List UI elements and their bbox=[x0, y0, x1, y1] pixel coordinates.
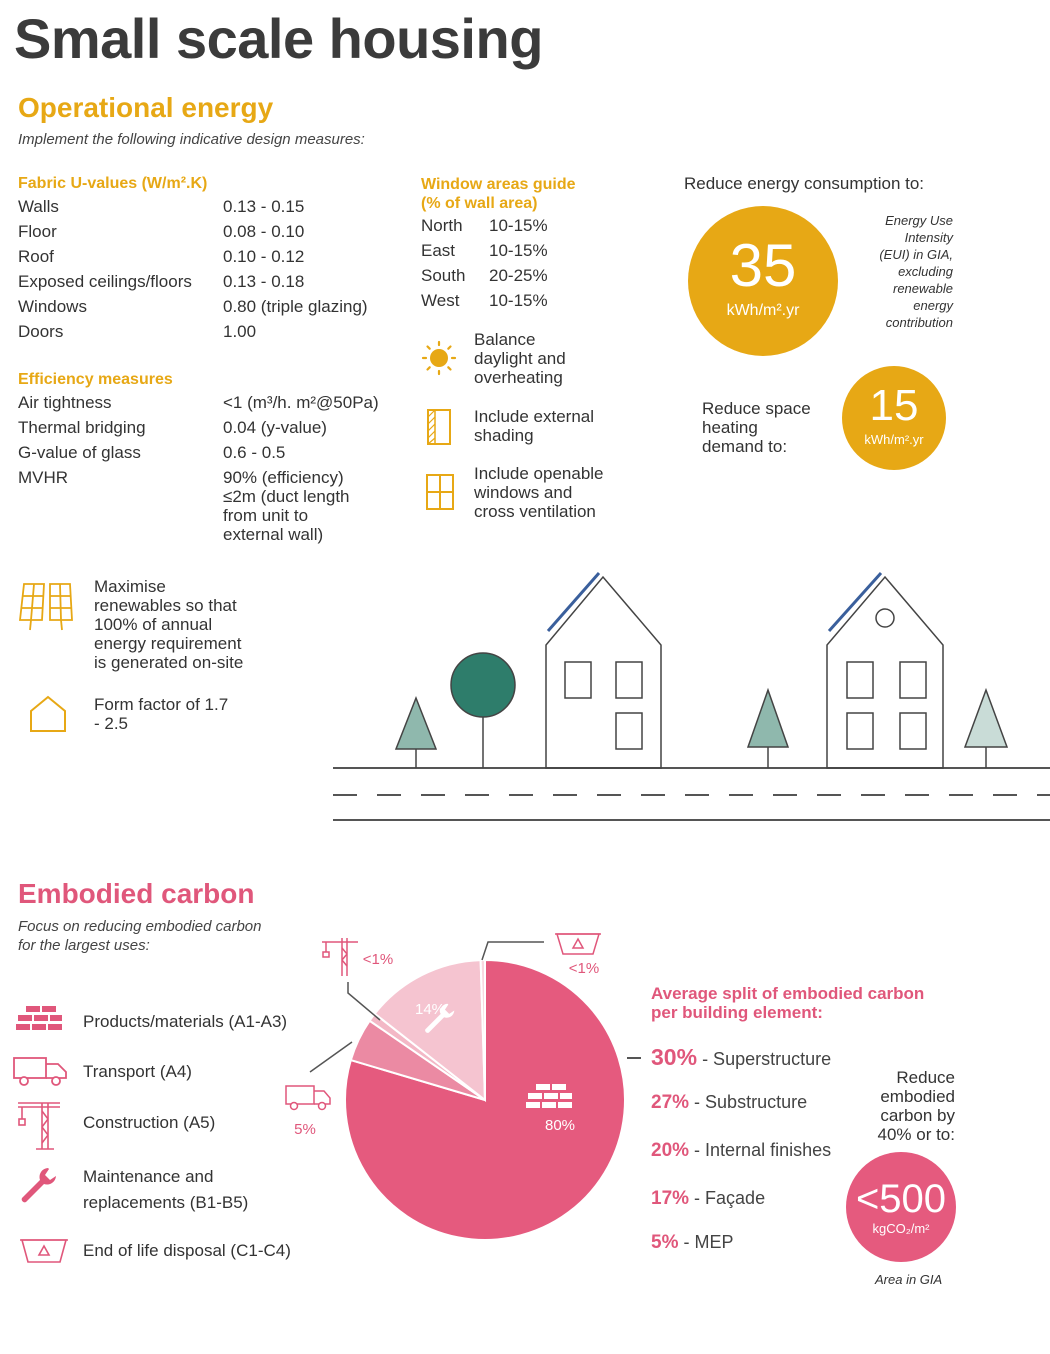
eui-value: 35 bbox=[729, 232, 797, 299]
table-row bbox=[18, 443, 408, 468]
split-row bbox=[651, 1232, 881, 1280]
wrench-icon bbox=[18, 1166, 58, 1206]
page-title: Small scale housing bbox=[14, 7, 543, 70]
legend-label: End of life disposal (C1-C4) bbox=[83, 1241, 291, 1260]
target-circle bbox=[846, 1152, 956, 1262]
legend-label: Products/materials (A1-A3) bbox=[83, 1012, 288, 1031]
tip-text: Balance daylight and overheating bbox=[474, 330, 566, 387]
row-label: North bbox=[421, 216, 463, 235]
window-heading-line2: (% of wall area) bbox=[421, 195, 538, 212]
fabric-table bbox=[18, 197, 408, 347]
split-connector bbox=[627, 1057, 641, 1059]
shading-icon bbox=[425, 409, 453, 445]
split-label: - Internal finishes bbox=[694, 1140, 832, 1160]
embodied-pie-chart bbox=[270, 920, 630, 1250]
callout-line bbox=[482, 942, 544, 960]
slice-label: 80% bbox=[544, 1117, 576, 1134]
embodied-intro: Focus on reducing embodied carbon for the largest uses: bbox=[18, 918, 262, 954]
space-heating-unit: kWh/m².yr bbox=[864, 432, 924, 447]
split-percent: 27% bbox=[651, 1092, 690, 1113]
slice-label: 14% bbox=[414, 1001, 446, 1018]
target-label: Reduce embodied carbon by 40% or to: bbox=[877, 1068, 955, 1144]
split-percent: 30% bbox=[651, 1044, 698, 1070]
eui-unit: kWh/m².yr bbox=[726, 302, 800, 319]
slice-label: 5% bbox=[294, 1121, 316, 1138]
eui-note: Energy Use Intensity (EUI) in GIA, excluding renewable energy contribution bbox=[879, 213, 953, 330]
operational-heading: Operational energy bbox=[18, 92, 274, 123]
row-value: 20-25% bbox=[489, 266, 548, 285]
row-label: Roof bbox=[18, 247, 54, 266]
row-value: 0.13 - 0.18 bbox=[223, 272, 305, 291]
row-label: MVHR bbox=[18, 468, 69, 487]
row-label: Exposed ceilings/floors bbox=[18, 272, 192, 291]
row-label: G-value of glass bbox=[18, 443, 141, 462]
row-label: Air tightness bbox=[18, 393, 112, 412]
eui-circle bbox=[688, 206, 838, 356]
house bbox=[827, 577, 943, 768]
tree bbox=[451, 653, 515, 717]
table-row bbox=[18, 197, 408, 222]
slice-label: <1% bbox=[568, 960, 600, 977]
row-label: East bbox=[421, 241, 456, 260]
tree bbox=[396, 698, 436, 749]
embodied-heading: Embodied carbon bbox=[18, 878, 255, 909]
table-row bbox=[421, 266, 621, 291]
form-factor-text: Form factor of 1.7 - 2.5 bbox=[94, 695, 229, 733]
tip-text: Include openable windows and cross ventilation bbox=[474, 464, 604, 521]
row-value: 0.6 - 0.5 bbox=[223, 443, 286, 462]
house-outline-icon bbox=[28, 694, 68, 734]
window-table bbox=[421, 216, 621, 316]
target-note: Area in GIA bbox=[875, 1272, 943, 1287]
tree bbox=[748, 690, 788, 747]
split-percent: 17% bbox=[651, 1188, 690, 1209]
row-label: Floor bbox=[18, 222, 57, 241]
row-value: 10-15% bbox=[489, 216, 548, 235]
legend-label: Construction (A5) bbox=[83, 1113, 216, 1132]
row-label: Windows bbox=[18, 297, 87, 316]
renewables-text: Maximise renewables so that 100% of annual energy requirement is generated on-site bbox=[94, 577, 244, 672]
table-row bbox=[421, 241, 621, 266]
tree bbox=[965, 690, 1007, 747]
table-row bbox=[18, 468, 408, 544]
street-illustration bbox=[330, 565, 1050, 827]
slice-label: <1% bbox=[362, 951, 394, 968]
callout-line bbox=[310, 1042, 352, 1072]
window-heading-line1: Window areas guide bbox=[421, 176, 576, 193]
recycle-skip-icon bbox=[555, 934, 601, 954]
bricks-icon bbox=[16, 1006, 64, 1032]
table-row bbox=[18, 322, 408, 347]
space-heating-circle bbox=[842, 366, 946, 470]
legend-label: Transport (A4) bbox=[83, 1062, 192, 1081]
split-percent: 20% bbox=[651, 1140, 690, 1161]
table-row bbox=[18, 393, 408, 418]
table-row bbox=[18, 297, 408, 322]
row-value: 90% (efficiency) ≤2m (duct length from unit to external wall) bbox=[223, 468, 350, 544]
split-label: - Superstructure bbox=[702, 1049, 832, 1069]
split-label: - MEP bbox=[683, 1232, 734, 1252]
row-label: West bbox=[421, 291, 460, 310]
target-value: <500 bbox=[855, 1177, 947, 1221]
efficiency-heading: Efficiency measures bbox=[18, 371, 173, 388]
row-label: South bbox=[421, 266, 466, 285]
table-row bbox=[421, 291, 621, 316]
row-label: Thermal bridging bbox=[18, 418, 146, 437]
truck-icon bbox=[12, 1056, 68, 1088]
window-icon bbox=[425, 473, 455, 511]
legend-label: Maintenance and replacements (B1-B5) bbox=[83, 1167, 249, 1212]
recycle-skip-icon bbox=[20, 1236, 68, 1264]
split-percent: 5% bbox=[651, 1232, 679, 1253]
row-value: 0.13 - 0.15 bbox=[223, 197, 305, 216]
split-label: - Substructure bbox=[694, 1092, 808, 1112]
window-heading bbox=[421, 175, 576, 213]
space-heating-value: 15 bbox=[869, 381, 919, 430]
eui-heading: Reduce energy consumption to: bbox=[684, 174, 925, 193]
house bbox=[546, 577, 661, 768]
crane-icon bbox=[16, 1099, 62, 1151]
solar-panel bbox=[548, 573, 599, 631]
row-value: 10-15% bbox=[489, 241, 548, 260]
table-row bbox=[18, 247, 408, 272]
row-value: <1 (m³/h. m²@50Pa) bbox=[223, 393, 379, 412]
crane-icon bbox=[322, 938, 358, 976]
table-row bbox=[421, 216, 621, 241]
efficiency-table bbox=[18, 393, 408, 544]
table-row bbox=[18, 272, 408, 297]
tip-text: Include external shading bbox=[474, 407, 595, 445]
truck-icon bbox=[286, 1086, 330, 1110]
row-value: 0.04 (y-value) bbox=[223, 418, 327, 437]
solar-panel bbox=[829, 573, 881, 631]
row-label: Doors bbox=[18, 322, 64, 341]
row-value: 10-15% bbox=[489, 291, 548, 310]
table-row bbox=[18, 418, 408, 443]
sun-icon bbox=[421, 340, 457, 376]
target-unit: kgCO₂/m² bbox=[872, 1221, 930, 1236]
row-value: 0.80 (triple glazing) bbox=[223, 297, 368, 316]
row-label: Walls bbox=[18, 197, 59, 216]
split-heading: Average split of embodied carbon per building element: bbox=[651, 984, 925, 1022]
fabric-heading: Fabric U-values (W/m².K) bbox=[18, 175, 208, 192]
space-heating-label: Reduce space heating demand to: bbox=[702, 399, 811, 456]
split-label: - Façade bbox=[694, 1188, 766, 1208]
table-row bbox=[18, 222, 408, 247]
solar-panel-icon bbox=[18, 582, 74, 632]
operational-intro: Implement the following indicative design measures: bbox=[18, 131, 365, 148]
row-value: 0.10 - 0.12 bbox=[223, 247, 305, 266]
row-value: 1.00 bbox=[223, 322, 257, 341]
row-value: 0.08 - 0.10 bbox=[223, 222, 305, 241]
